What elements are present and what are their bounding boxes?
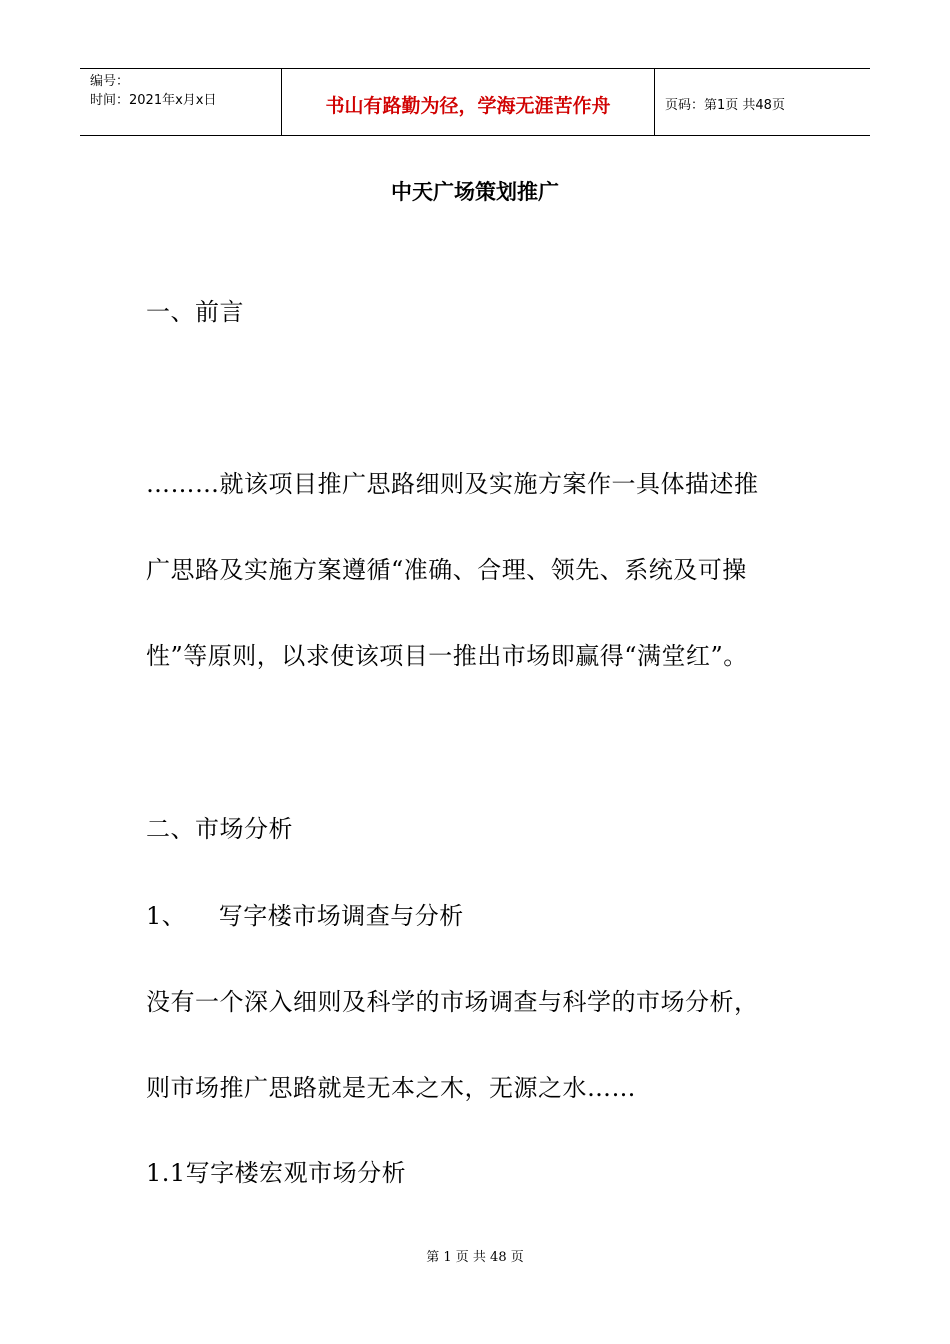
- header-page-info: 页码：第1页 共48页: [665, 97, 785, 113]
- page-footer: 第 1 页 共 48 页: [426, 1250, 524, 1265]
- header-motto: 书山有路勤为径，学海无涯苦作舟: [325, 94, 611, 117]
- document-number-label: 编号：: [90, 74, 130, 89]
- section-heading-preface: 一、前言: [146, 298, 244, 326]
- header-motto-cell: [282, 69, 655, 135]
- document-title: 中天广场策划推广: [391, 180, 559, 204]
- subsection-heading: 1、 写字楼市场调查与分析: [146, 902, 464, 930]
- subsection-heading: 1.1写字楼宏观市场分析: [146, 1159, 407, 1187]
- paragraph-line: 广思路及实施方案遵循“准确、合理、领先、系统及可操: [146, 556, 747, 584]
- paragraph-line: 性”等原则，以求使该项目一推出市场即赢得“满堂红”。: [146, 642, 748, 670]
- paragraph-line: 没有一个深入细则及科学的市场调查与科学的市场分析，: [146, 988, 759, 1016]
- section-heading-market-analysis: 二、市场分析: [146, 815, 293, 843]
- document-date-label: 时间：2021年x月x日: [90, 93, 217, 108]
- document-header: [80, 68, 870, 136]
- header-page-cell: [655, 69, 870, 135]
- header-meta-cell: [80, 69, 282, 135]
- paragraph-line: 则市场推广思路就是无本之木，无源之水……: [146, 1074, 636, 1102]
- paragraph-line: ………就该项目推广思路细则及实施方案作一具体描述推: [146, 470, 759, 498]
